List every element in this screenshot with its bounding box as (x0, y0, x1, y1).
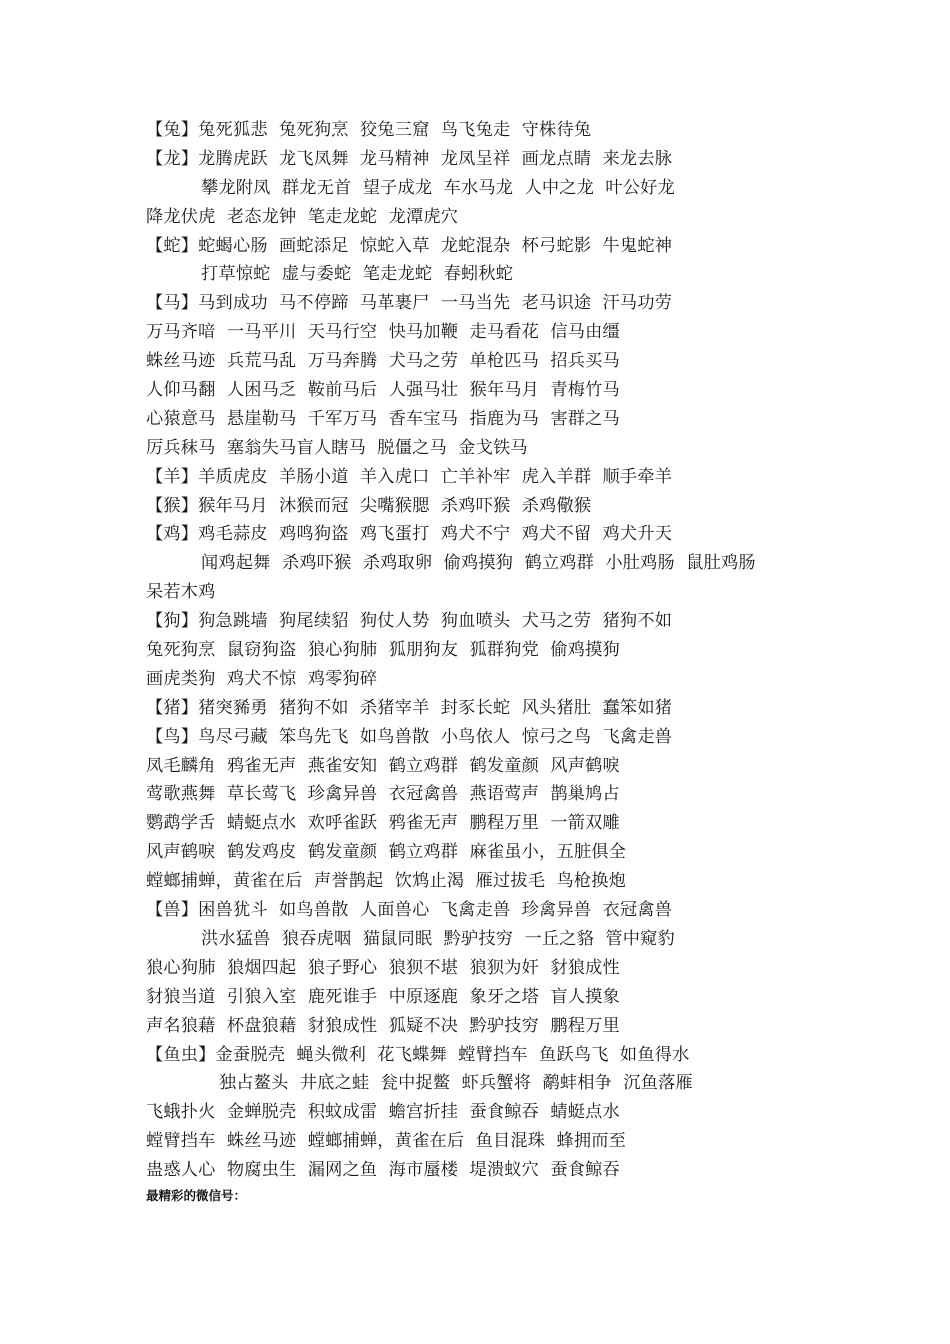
line-bird-cont: 凤毛麟角 鸦雀无声 燕雀安知 鹤立鸡群 鹤发童颜 风声鹤唳 (146, 755, 620, 776)
line-bird: 【鸟】鸟尽弓藏 笨鸟先飞 如鸟兽散 小鸟依人 惊弓之鸟 飞禽走兽 (146, 726, 673, 747)
line-dragon-cont: 攀龙附凤 群龙无首 望子成龙 车水马龙 人中之龙 叶公好龙 (201, 177, 675, 198)
line-beast-cont: 狼心狗肺 狼烟四起 狼子野心 狼狈不堪 狼狈为奸 豺狼成性 (146, 957, 620, 978)
idiom-list (0, 116, 950, 1185)
line-bird-cont: 莺歌燕舞 草长莺飞 珍禽异兽 衣冠禽兽 燕语莺声 鹊巢鸠占 (146, 784, 620, 805)
line-dog: 【狗】狗急跳墙 狗尾续貂 狗仗人势 狗血喷头 犬马之劳 猪狗不如 (146, 611, 673, 632)
line-dog-cont: 兔死狗烹 鼠窃狗盗 狼心狗肺 狐朋狗友 狐群狗党 偷鸡摸狗 (146, 640, 620, 661)
line-horse-cont: 心猿意马 悬崖勒马 千军万马 香车宝马 指鹿为马 害群之马 (146, 408, 620, 429)
line-chicken-cont: 闻鸡起舞 杀鸡吓猴 杀鸡取卵 偷鸡摸狗 鹤立鸡群 小肚鸡肠 鼠肚鸡肠 (201, 553, 756, 574)
line-beast-cont: 豺狼当道 引狼入室 鹿死谁手 中原逐鹿 象牙之塔 盲人摸象 (146, 986, 620, 1007)
line-fish-insect-cont: 独占鳌头 井底之蛙 瓮中捉鳖 虾兵蟹将 鹬蚌相争 沉鱼落雁 (219, 1073, 693, 1094)
line-horse-cont: 厉兵秣马 塞翁失马盲人瞎马 脱僵之马 金戈铁马 (146, 437, 528, 458)
line-dog-cont: 画虎类狗 鸡犬不惊 鸡零狗碎 (146, 668, 378, 689)
line-chicken-cont: 呆若木鸡 (146, 582, 216, 603)
line-chicken: 【鸡】鸡毛蒜皮 鸡鸣狗盗 鸡飞蛋打 鸡犬不宁 鸡犬不留 鸡犬升天 (146, 524, 673, 545)
line-fish-insect-cont: 蛊惑人心 物腐虫生 漏网之鱼 海市蜃楼 堤溃蚁穴 蚕食鲸吞 (146, 1160, 620, 1181)
wechat-footer: 最精彩的微信号： (146, 1188, 247, 1203)
line-pig: 【猪】猪突豨勇 猪狗不如 杀猪宰羊 封豕长蛇 风头猪肚 蠢笨如猪 (146, 697, 673, 718)
line-snake: 【蛇】蛇蝎心肠 画蛇添足 惊蛇入草 龙蛇混杂 杯弓蛇影 牛鬼蛇神 (146, 235, 673, 256)
line-beast-cont: 声名狼藉 杯盘狼藉 豺狼成性 狐疑不决 黔驴技穷 鹏程万里 (146, 1015, 620, 1036)
line-fish-insect-cont: 飞蛾扑火 金蝉脱壳 积蚊成雷 蟾宫折挂 蚕食鲸吞 蜻蜓点水 (146, 1102, 620, 1123)
line-horse-cont: 蛛丝马迹 兵荒马乱 万马奔腾 犬马之劳 单枪匹马 招兵买马 (146, 351, 620, 372)
line-monkey: 【猴】猴年马月 沐猴而冠 尖嘴猴腮 杀鸡吓猴 杀鸡儆猴 (146, 495, 592, 516)
line-horse-cont: 人仰马翻 人困马乏 鞍前马后 人强马壮 猴年马月 青梅竹马 (146, 380, 620, 401)
line-bird-cont: 螳螂捕蝉，黄雀在后 声誉鹊起 饮鸩止渴 雁过拔毛 鸟枪换炮 (146, 871, 626, 892)
line-dragon: 【龙】龙腾虎跃 龙飞凤舞 龙马精神 龙凤呈祥 画龙点睛 来龙去脉 (146, 148, 673, 169)
line-dragon-cont: 降龙伏虎 老态龙钟 笔走龙蛇 龙潭虎穴 (146, 206, 459, 227)
line-bird-cont: 鹦鹉学舌 蜻蜓点水 欢呼雀跃 鸦雀无声 鹏程万里 一箭双雕 (146, 813, 620, 834)
line-beast-cont: 洪水猛兽 狼吞虎咽 猫鼠同眠 黔驴技穷 一丘之貉 管中窥豹 (201, 928, 675, 949)
line-fish-insect-cont: 螳臂挡车 蛛丝马迹 螳螂捕蝉，黄雀在后 鱼目混珠 蜂拥而至 (146, 1131, 626, 1152)
line-snake-cont: 打草惊蛇 虚与委蛇 笔走龙蛇 春蚓秋蛇 (201, 264, 514, 285)
line-horse: 【马】马到成功 马不停蹄 马革裹尸 一马当先 老马识途 汗马功劳 (146, 293, 673, 314)
line-sheep: 【羊】羊质虎皮 羊肠小道 羊入虎口 亡羊补牢 虎入羊群 顺手牵羊 (146, 466, 673, 487)
line-rabbit: 【兔】兔死狐悲 兔死狗烹 狡兔三窟 鸟飞兔走 守株待兔 (146, 120, 592, 140)
line-horse-cont: 万马齐喑 一马平川 天马行空 快马加鞭 走马看花 信马由缰 (146, 322, 620, 343)
line-beast: 【兽】困兽犹斗 如鸟兽散 人面兽心 飞禽走兽 珍禽异兽 衣冠禽兽 (146, 900, 673, 921)
line-fish-insect: 【鱼虫】金蚕脱壳 蝇头微利 花飞蝶舞 螳臂挡车 鱼跃鸟飞 如鱼得水 (146, 1044, 690, 1065)
line-bird-cont: 风声鹤唳 鹤发鸡皮 鹤发童颜 鹤立鸡群 麻雀虽小，五脏俱全 (146, 842, 626, 863)
